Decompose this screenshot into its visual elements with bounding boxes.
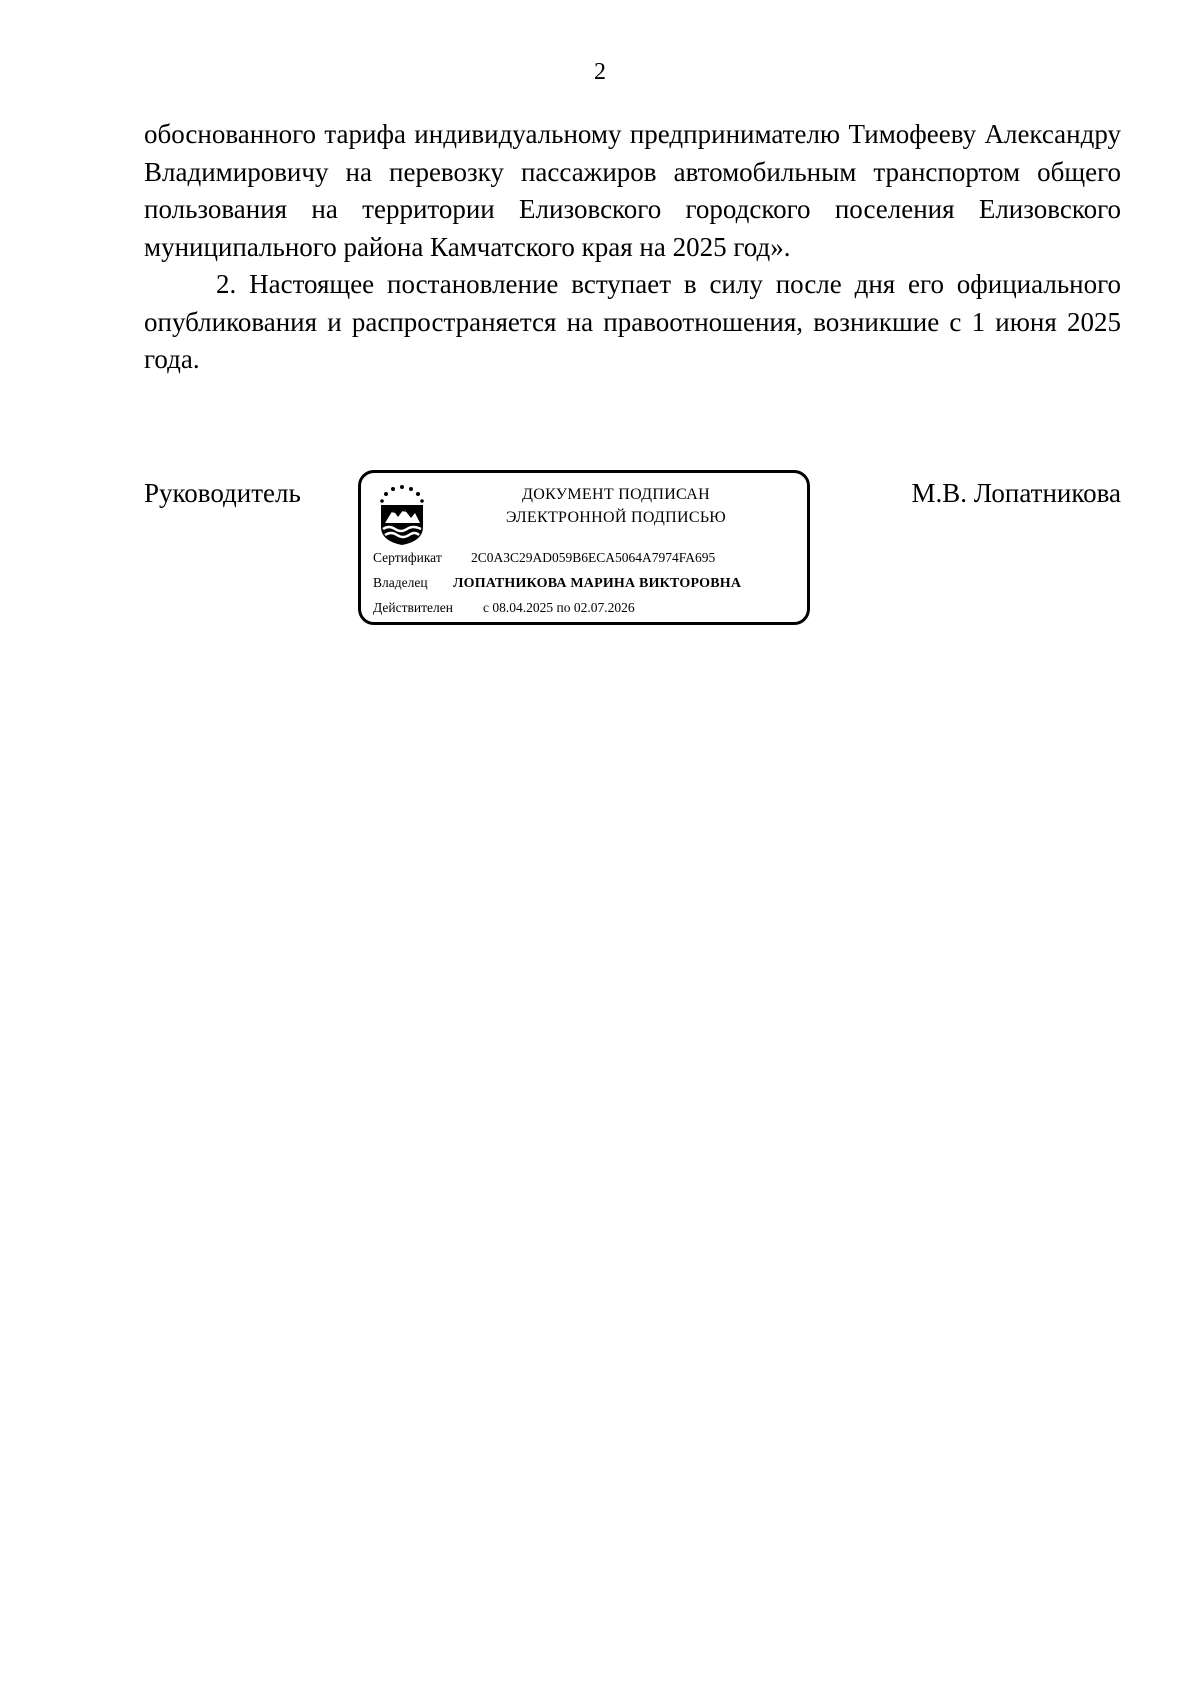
validity-value: с 08.04.2025 по 02.07.2026 [483,600,635,615]
stamp-certificate-row [373,549,715,567]
signatory-name: М.В. Лопатникова [911,478,1121,508]
owner-label: Владелец [373,575,428,590]
stamp-title-line-1: ДОКУМЕНТ ПОДПИСАН [522,486,710,503]
paragraph-continuation: обоснованного тарифа индивидуальному предпринимателю Тимофееву Александру Владимировичу на перевозку пассажиров автомобильным транспортом общего пользования на территории Елизовского городского поселения Елизовского муниципального района Камчатского края на 2025 год». [144,119,1121,262]
stamp-owner-row [373,574,741,593]
page-number: 2 [594,59,606,85]
electronic-signature-stamp [358,470,810,625]
kamchatka-coat-of-arms-icon [377,483,427,547]
certificate-value: 2C0A3C29AD059B6ECA5064A7974FA695 [471,550,716,565]
paragraph-effective-date: 2. Настоящее постановление вступает в силу после дня его официального опубликования и распространяется на правоотношения, возникшие с 1 июня 2025 года. [144,269,1121,374]
stamp-title [431,483,801,529]
document-body [144,116,1121,379]
signatory-position: Руководитель [144,478,301,508]
owner-value: ЛОПАТНИКОВА МАРИНА ВИКТОРОВНА [453,576,742,591]
validity-label: Действителен [373,600,453,615]
signature-block [144,470,1121,630]
stamp-title-line-2: ЭЛЕКТРОННОЙ ПОДПИСЬЮ [505,509,727,526]
stamp-validity-row [373,599,635,617]
certificate-label: Сертификат [373,550,442,565]
